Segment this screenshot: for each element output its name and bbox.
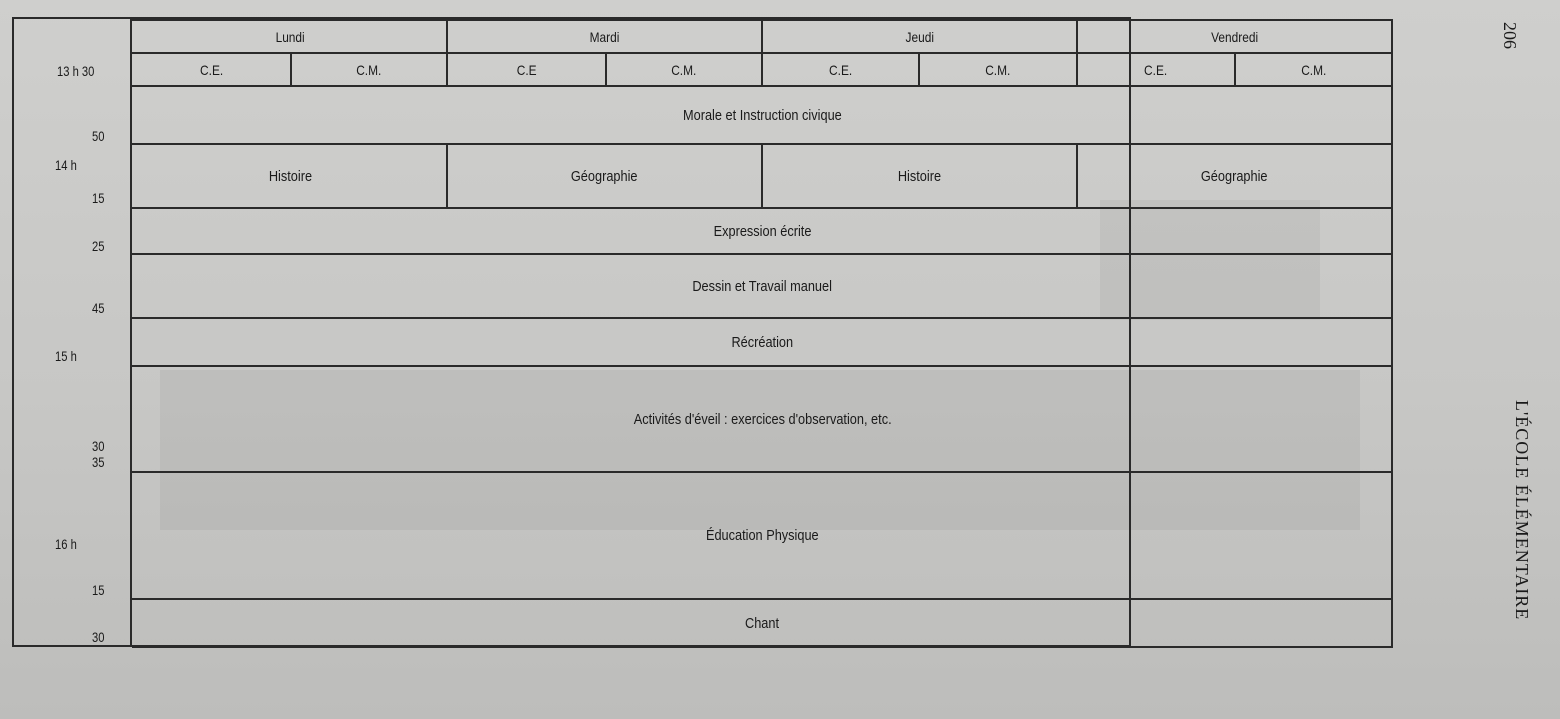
time-label: 35 xyxy=(92,454,105,470)
cell-geographie-mardi: Géographie xyxy=(571,167,638,185)
time-label: 30 xyxy=(92,438,105,454)
row-morale-instruction-civique: Morale et Instruction civique xyxy=(683,106,842,124)
row-recreation: Récréation xyxy=(731,333,794,351)
level-header: C.M. xyxy=(671,61,697,78)
day-header-mardi: Mardi xyxy=(589,28,620,45)
page-number: 206 xyxy=(1500,22,1520,49)
time-label: 30 xyxy=(92,629,105,645)
row-dessin-travail-manuel: Dessin et Travail manuel xyxy=(692,277,833,295)
level-header: C.E xyxy=(516,61,537,78)
row-chant: Chant xyxy=(745,614,780,632)
cell-histoire-jeudi: Histoire xyxy=(897,167,942,185)
time-label: 16 h xyxy=(55,536,77,552)
time-label: 14 h xyxy=(55,157,77,173)
level-header: C.M. xyxy=(985,61,1011,78)
row-expression-ecrite: Expression écrite xyxy=(713,222,812,240)
time-label: 15 xyxy=(92,190,105,206)
cell-histoire-lundi: Histoire xyxy=(268,167,312,185)
cell-geographie-vendredi: Géographie xyxy=(1201,167,1268,185)
day-header-lundi: Lundi xyxy=(275,28,305,45)
time-column xyxy=(12,17,132,647)
row-education-physique: Éducation Physique xyxy=(706,527,819,544)
level-header: C.E. xyxy=(200,61,224,78)
time-label: 13 h 30 xyxy=(57,63,95,79)
table-bottom-border xyxy=(132,646,1393,648)
running-title: L'ÉCOLE ÉLÉMENTAIRE xyxy=(1512,400,1532,621)
row-activites-eveil: Activités d'éveil : exercices d'observation, etc. xyxy=(633,410,892,428)
day-header-jeudi: Jeudi xyxy=(905,28,934,45)
time-label: 25 xyxy=(92,238,105,254)
table-right-border xyxy=(1391,19,1393,648)
level-header: C.M. xyxy=(1300,61,1327,78)
level-header: C.E. xyxy=(1144,61,1168,78)
time-label: 50 xyxy=(92,128,105,144)
time-label: 45 xyxy=(92,300,105,316)
day-header-vendredi: Vendredi xyxy=(1211,28,1258,45)
level-header: C.E. xyxy=(828,61,853,78)
time-label: 15 h xyxy=(55,348,77,364)
time-label: 15 xyxy=(92,582,105,598)
level-header: C.M. xyxy=(356,61,382,78)
